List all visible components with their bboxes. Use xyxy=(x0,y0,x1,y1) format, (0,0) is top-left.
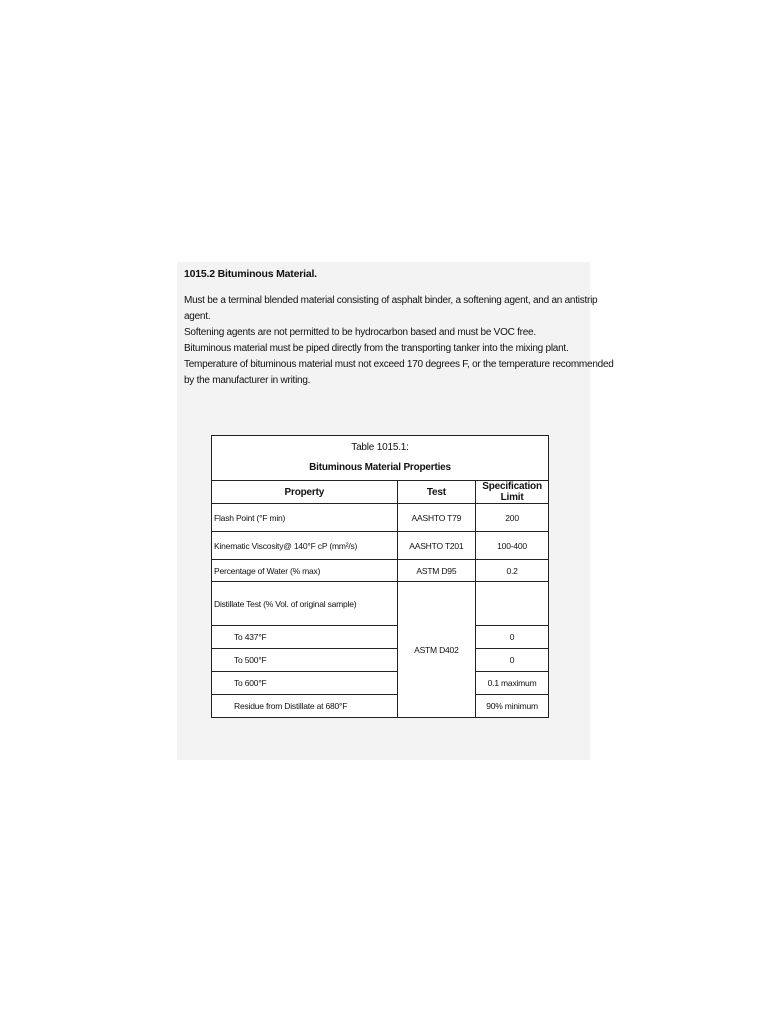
paragraph-line: Bituminous material must be piped directly from the transporting tanker into the mixing plant. xyxy=(184,343,569,354)
paragraph-line: Softening agents are not permitted to be hydrocarbon based and must be VOC free. xyxy=(184,327,536,338)
table-row xyxy=(212,672,549,695)
cell-property: Percentage of Water (% max) xyxy=(212,560,398,582)
paragraph-line: agent. xyxy=(184,311,211,322)
cell-limit: 0.1 maximum xyxy=(476,672,549,695)
cell-property: To 437°F xyxy=(212,626,398,649)
header-limit: Specification Limit xyxy=(476,481,549,504)
table-row xyxy=(212,626,549,649)
cell-property: To 600°F xyxy=(212,672,398,695)
table-title: Bituminous Material Properties xyxy=(309,462,451,473)
table-row xyxy=(212,504,549,532)
cell-limit xyxy=(476,582,549,626)
table-row xyxy=(212,582,549,626)
header-property: Property xyxy=(212,481,398,504)
table-row xyxy=(212,695,549,718)
cell-property: Residue from Distillate at 680°F xyxy=(212,695,398,718)
cell-limit: 0.2 xyxy=(476,560,549,582)
properties-table xyxy=(211,435,549,718)
paragraph-line: by the manufacturer in writing. xyxy=(184,375,311,386)
cell-limit: 200 xyxy=(476,504,549,532)
table-caption xyxy=(212,436,549,481)
table-row xyxy=(212,649,549,672)
cell-limit: 0 xyxy=(476,626,549,649)
cell-property: Kinematic Viscosity@ 140°F cP (mm²/s) xyxy=(212,532,398,560)
cell-property: To 500°F xyxy=(212,649,398,672)
table-number: Table 1015.1: xyxy=(351,442,409,453)
cell-limit: 100-400 xyxy=(476,532,549,560)
cell-property: Flash Point (°F min) xyxy=(212,504,398,532)
paragraph-line: Must be a terminal blended material consisting of asphalt binder, a softening agent, and an antistrip xyxy=(184,295,598,306)
table-row xyxy=(212,532,549,560)
cell-test: AASHTO T201 xyxy=(397,532,476,560)
cell-test: ASTM D402 xyxy=(397,582,476,718)
table-row xyxy=(212,560,549,582)
cell-property: Distillate Test (% Vol. of original sample) xyxy=(212,582,398,626)
cell-test: AASHTO T79 xyxy=(397,504,476,532)
cell-test: ASTM D95 xyxy=(397,560,476,582)
cell-limit: 0 xyxy=(476,649,549,672)
section-heading: 1015.2 Bituminous Material. xyxy=(184,268,317,280)
header-test: Test xyxy=(397,481,476,504)
cell-limit: 90% minimum xyxy=(476,695,549,718)
paragraph-line: Temperature of bituminous material must not exceed 170 degrees F, or the temperature recommended xyxy=(184,359,614,370)
